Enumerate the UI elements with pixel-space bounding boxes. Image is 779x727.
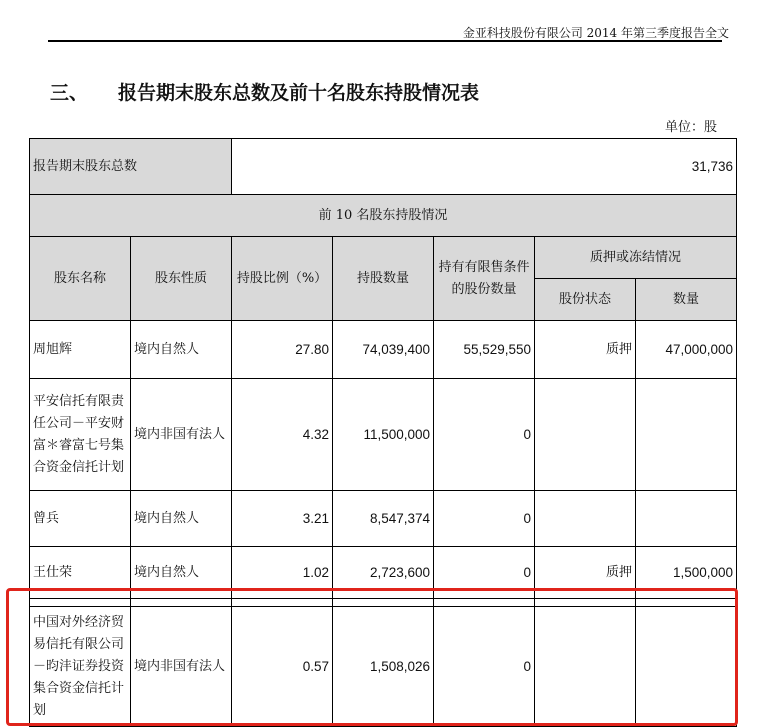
cell-name: 王仕荣 xyxy=(30,547,131,599)
cell-restricted: 0 xyxy=(434,491,535,547)
cell-ratio: 27.80 xyxy=(232,321,333,379)
highlight-box xyxy=(6,588,738,726)
cell-name: 中国对外经济贸易信托有限公司－昀沣证券投资集合资金信托计划 xyxy=(30,607,131,727)
cell-qty xyxy=(636,379,737,491)
section-title xyxy=(50,78,479,105)
cell-restricted: 55,529,550 xyxy=(434,321,535,379)
cell-name: 曾兵 xyxy=(30,491,131,547)
total-value: 31,736 xyxy=(232,139,737,195)
cell-name: 周旭辉 xyxy=(30,321,131,379)
col-shares: 持股数量 xyxy=(333,237,434,321)
cell-restricted: 0 xyxy=(434,607,535,727)
cell-ratio: 0.57 xyxy=(232,607,333,727)
cell-restricted: 0 xyxy=(434,379,535,491)
cell-qty: 1,500,000 xyxy=(636,547,737,599)
cell-shares: 1,508,026 xyxy=(333,607,434,727)
section-title-text: 报告期末股东总数及前十名股东持股情况表 xyxy=(118,82,480,104)
cell-status xyxy=(535,491,636,547)
cell-shares: 74,039,400 xyxy=(333,321,434,379)
cell-nature: 境内非国有法人 xyxy=(131,607,232,727)
section-number: 三、 xyxy=(50,82,89,104)
col-nature: 股东性质 xyxy=(131,237,232,321)
cell-qty: 47,000,000 xyxy=(636,321,737,379)
col-qty: 数量 xyxy=(636,279,737,321)
cell-restricted: 0 xyxy=(434,547,535,599)
cell-nature: 境内自然人 xyxy=(131,321,232,379)
col-restricted: 持有有限售条件的股份数量 xyxy=(434,237,535,321)
cell-qty xyxy=(636,491,737,547)
cell-status xyxy=(535,379,636,491)
col-pledge: 质押或冻结情况 xyxy=(535,237,737,279)
col-status: 股份状态 xyxy=(535,279,636,321)
cell-shares: 11,500,000 xyxy=(333,379,434,491)
cell-nature: 境内自然人 xyxy=(131,491,232,547)
cell-status: 质押 xyxy=(535,321,636,379)
col-name: 股东名称 xyxy=(30,237,131,321)
table-row xyxy=(30,491,737,547)
top10-title: 前 10 名股东持股情况 xyxy=(30,195,737,237)
table-row xyxy=(30,321,737,379)
page-header: 金亚科技股份有限公司 2014 年第三季度报告全文 xyxy=(462,26,729,40)
unit-label: 单位：股 xyxy=(664,120,717,135)
cell-shares: 2,723,600 xyxy=(333,547,434,599)
col-ratio: 持股比例（%） xyxy=(232,237,333,321)
total-label: 报告期末股东总数 xyxy=(30,139,232,195)
cell-status: 质押 xyxy=(535,547,636,599)
header-rule xyxy=(48,40,722,42)
cell-name: 平安信托有限责任公司－平安财富＊睿富七号集合资金信托计划 xyxy=(30,379,131,491)
cell-nature: 境内自然人 xyxy=(131,547,232,599)
cell-shares: 8,547,374 xyxy=(333,491,434,547)
cell-ratio: 1.02 xyxy=(232,547,333,599)
table-row xyxy=(30,379,737,491)
cell-ratio: 3.21 xyxy=(232,491,333,547)
cell-ratio: 4.32 xyxy=(232,379,333,491)
cell-nature: 境内非国有法人 xyxy=(131,379,232,491)
